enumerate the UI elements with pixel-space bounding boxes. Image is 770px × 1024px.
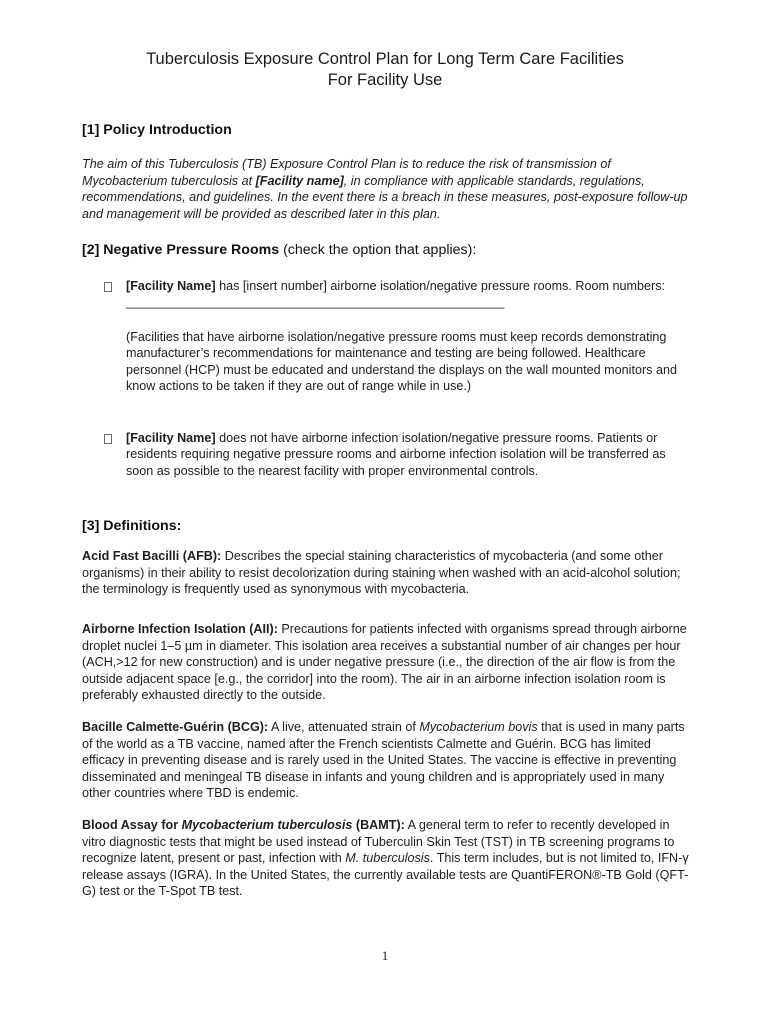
bamt-italic: M. tuberculosis [345,851,430,866]
negative-pressure-heading-suffix: (check the option that applies): [279,242,477,258]
bamt-term-a: Blood Assay for [82,818,182,832]
afb-text: Describes the special staining characteristics of mycobacteria (and some other organisms) in their ability to resist decolorization during staining when washed with an acid-alcohol solution; the terminology is frequently used as synonymous with mycobacteria. [82,549,681,597]
option-has-rooms [126,278,692,311]
bcg-term: Bacille Calmette-Guérin (BCG): [82,720,269,734]
bcg-text-a: A live, attenuated strain of [268,720,420,734]
bamt-text-b: . This term includes, but is not limited to, IFN-γ release assays (IGRA). In the United States, the currently available tests are QuantiFERON®-TB Gold (QFT-G) test or the T-Spot TB test. [82,851,689,899]
option1-text: has [insert number] airborne isolation/negative pressure rooms. Room numbers: ______________________________________________________ [126,279,665,310]
option2-facility-label: [Facility Name] [126,431,216,445]
bcg-text-b: that is used in many parts of the world as a TB vaccine, named after the French scientists Calmette and Guérin. BCG has limited efficacy in preventing disease and is rarely used in the United States. The vaccine is effective in preventing disseminated and meningeal TB disease in infants and young children and is appropriately used in many other countries where TBD is endemic. [82,720,685,801]
definition-aii [82,621,694,704]
option-no-rooms [126,430,692,479]
option1-facility-label: [Facility Name] [126,279,216,293]
section-heading-negative-pressure [82,242,476,258]
bamt-term-italic: Mycobacterium tuberculosis [181,818,353,832]
aii-text: Precautions for patients infected with organisms spread through airborne droplet nuclei 1–5 µm in diameter. This isolation area receives a substantial number of air changes per hour (ACH,>12 for new construction) and is under negative pressure (i.e., the direction of the air flow is from the outside adjacent space [e.g., the corridor] into the room). The air in an airborne infection isolation room is preferably exhausted directly to the outside. [82,622,687,703]
intro-text-a: The aim of this Tuberculosis (TB) Exposure Control Plan is to reduce the risk of transmission of Mycobacterium tuberculosis at [82,157,611,188]
intro-text-b: , in compliance with applicable standards, regulations, recommendations, and guidelines. In the event there is a breach in these measures, post-exposure follow-up and management will be provided as described later in this plan. [82,173,688,221]
policy-intro-paragraph [82,156,694,222]
aii-term: Airborne Infection Isolation (AII): [82,622,278,636]
option-has-rooms-note: (Facilities that have airborne isolation/negative pressure rooms must keep records demonstrating manufacturer’s recommendations for maintenance and testing are being followed. Healthcare personnel (HCP) must be educated and understand the displays on the wall mounted monitors and know actions to be taken if they are out of range while in use.) [126,330,677,394]
bamt-term-b: (BAMT): [352,818,405,832]
negative-pressure-heading: [2] Negative Pressure Rooms [82,242,280,258]
section-heading-policy: [1] Policy Introduction [82,122,232,138]
afb-term: Acid Fast Bacilli (AFB): [82,549,222,563]
document-title: Tuberculosis Exposure Control Plan for Long Term Care Facilities [146,50,624,68]
definition-bcg [82,719,694,802]
bcg-italic: Mycobacterium bovis [419,720,538,734]
definition-bamt [82,817,694,900]
option-no-rooms-checkbox[interactable] [104,434,112,444]
page-number: 1 [381,948,389,963]
document-subtitle: For Facility Use [327,71,443,89]
section-heading-definitions: [3] Definitions: [82,518,182,534]
option2-text: does not have airborne infection isolation/negative pressure rooms. Patients or residents requiring negative pressure rooms and airborne infection isolation will be transferred as soon as possible to the nearest facility with proper environmental controls. [126,431,666,478]
bamt-text-a: A general term to refer to recently developed in vitro diagnostic tests that might be used instead of Tuberculin Skin Test (TST) in TB screening programs to recognize latent, present or past, infection with [82,818,675,866]
definition-afb [82,548,694,598]
facility-name-placeholder: [Facility name] [255,173,344,188]
option-has-rooms-checkbox[interactable] [104,282,112,292]
